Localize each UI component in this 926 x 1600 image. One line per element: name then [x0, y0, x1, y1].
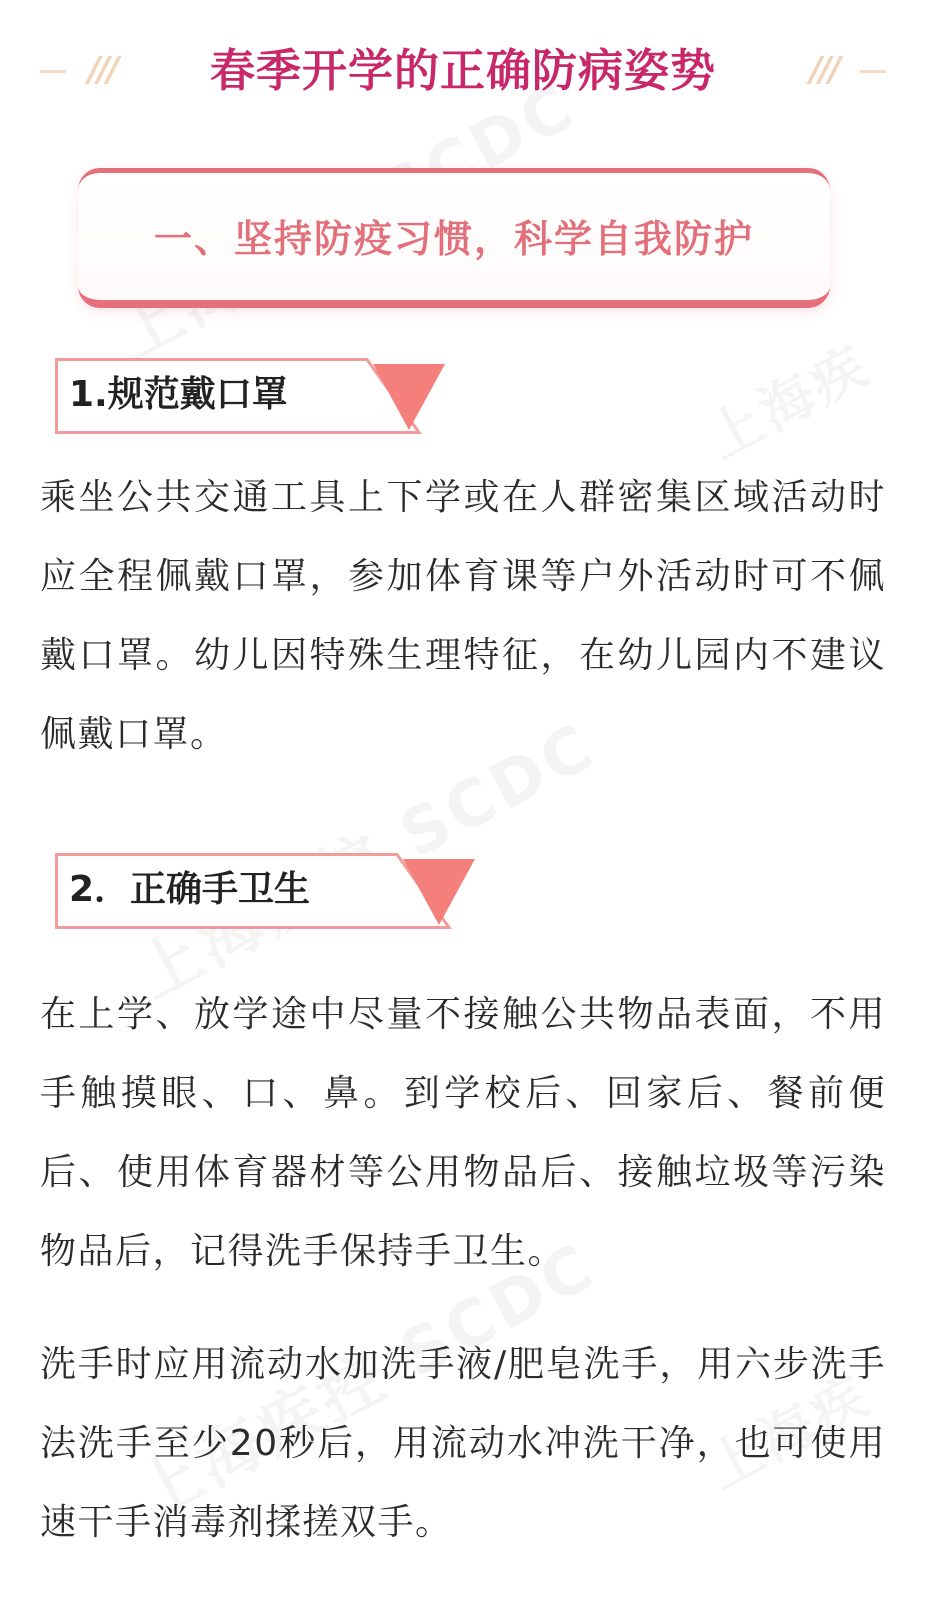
subheading-2 [55, 853, 465, 929]
slash-decoration: /// [88, 50, 117, 90]
triangle-icon [373, 364, 445, 430]
section-heading: 一、坚持防疫习惯，科学自我防护 [153, 217, 754, 261]
subheading-1 [55, 358, 435, 434]
subheading-label: 1.规范戴口罩 [69, 374, 288, 415]
subheading-label: 2．正确手卫生 [69, 869, 311, 910]
slash-decoration: /// [809, 50, 838, 90]
title-row [0, 36, 926, 106]
paragraph: 乘坐公共交通工具上下学或在人群密集区域活动时应全程佩戴口罩，参加体育课等户外活动时可不佩戴口罩。幼儿因特殊生理特征，在幼儿园内不建议佩戴口罩。 [40, 477, 886, 755]
paragraph: 在上学、放学途中尽量不接触公共物品表面，不用手触摸眼、口、鼻。到学校后、回家后、餐前便后、使用体育器材等公用物品后、接触垃圾等污染物品后，记得洗手保持手卫生。 [40, 994, 886, 1272]
divider [860, 70, 886, 73]
page-title: 春季开学的正确防病姿势 [209, 44, 716, 97]
watermark [692, 324, 882, 474]
section-banner [78, 168, 830, 308]
triangle-icon [403, 859, 475, 925]
paragraph: 洗手时应用流动水加洗手液/肥皂洗手，用六步洗手法洗手至少20秒后，用流动水冲洗干净，也可使用速干手消毒剂揉搓双手。 [40, 1344, 886, 1543]
